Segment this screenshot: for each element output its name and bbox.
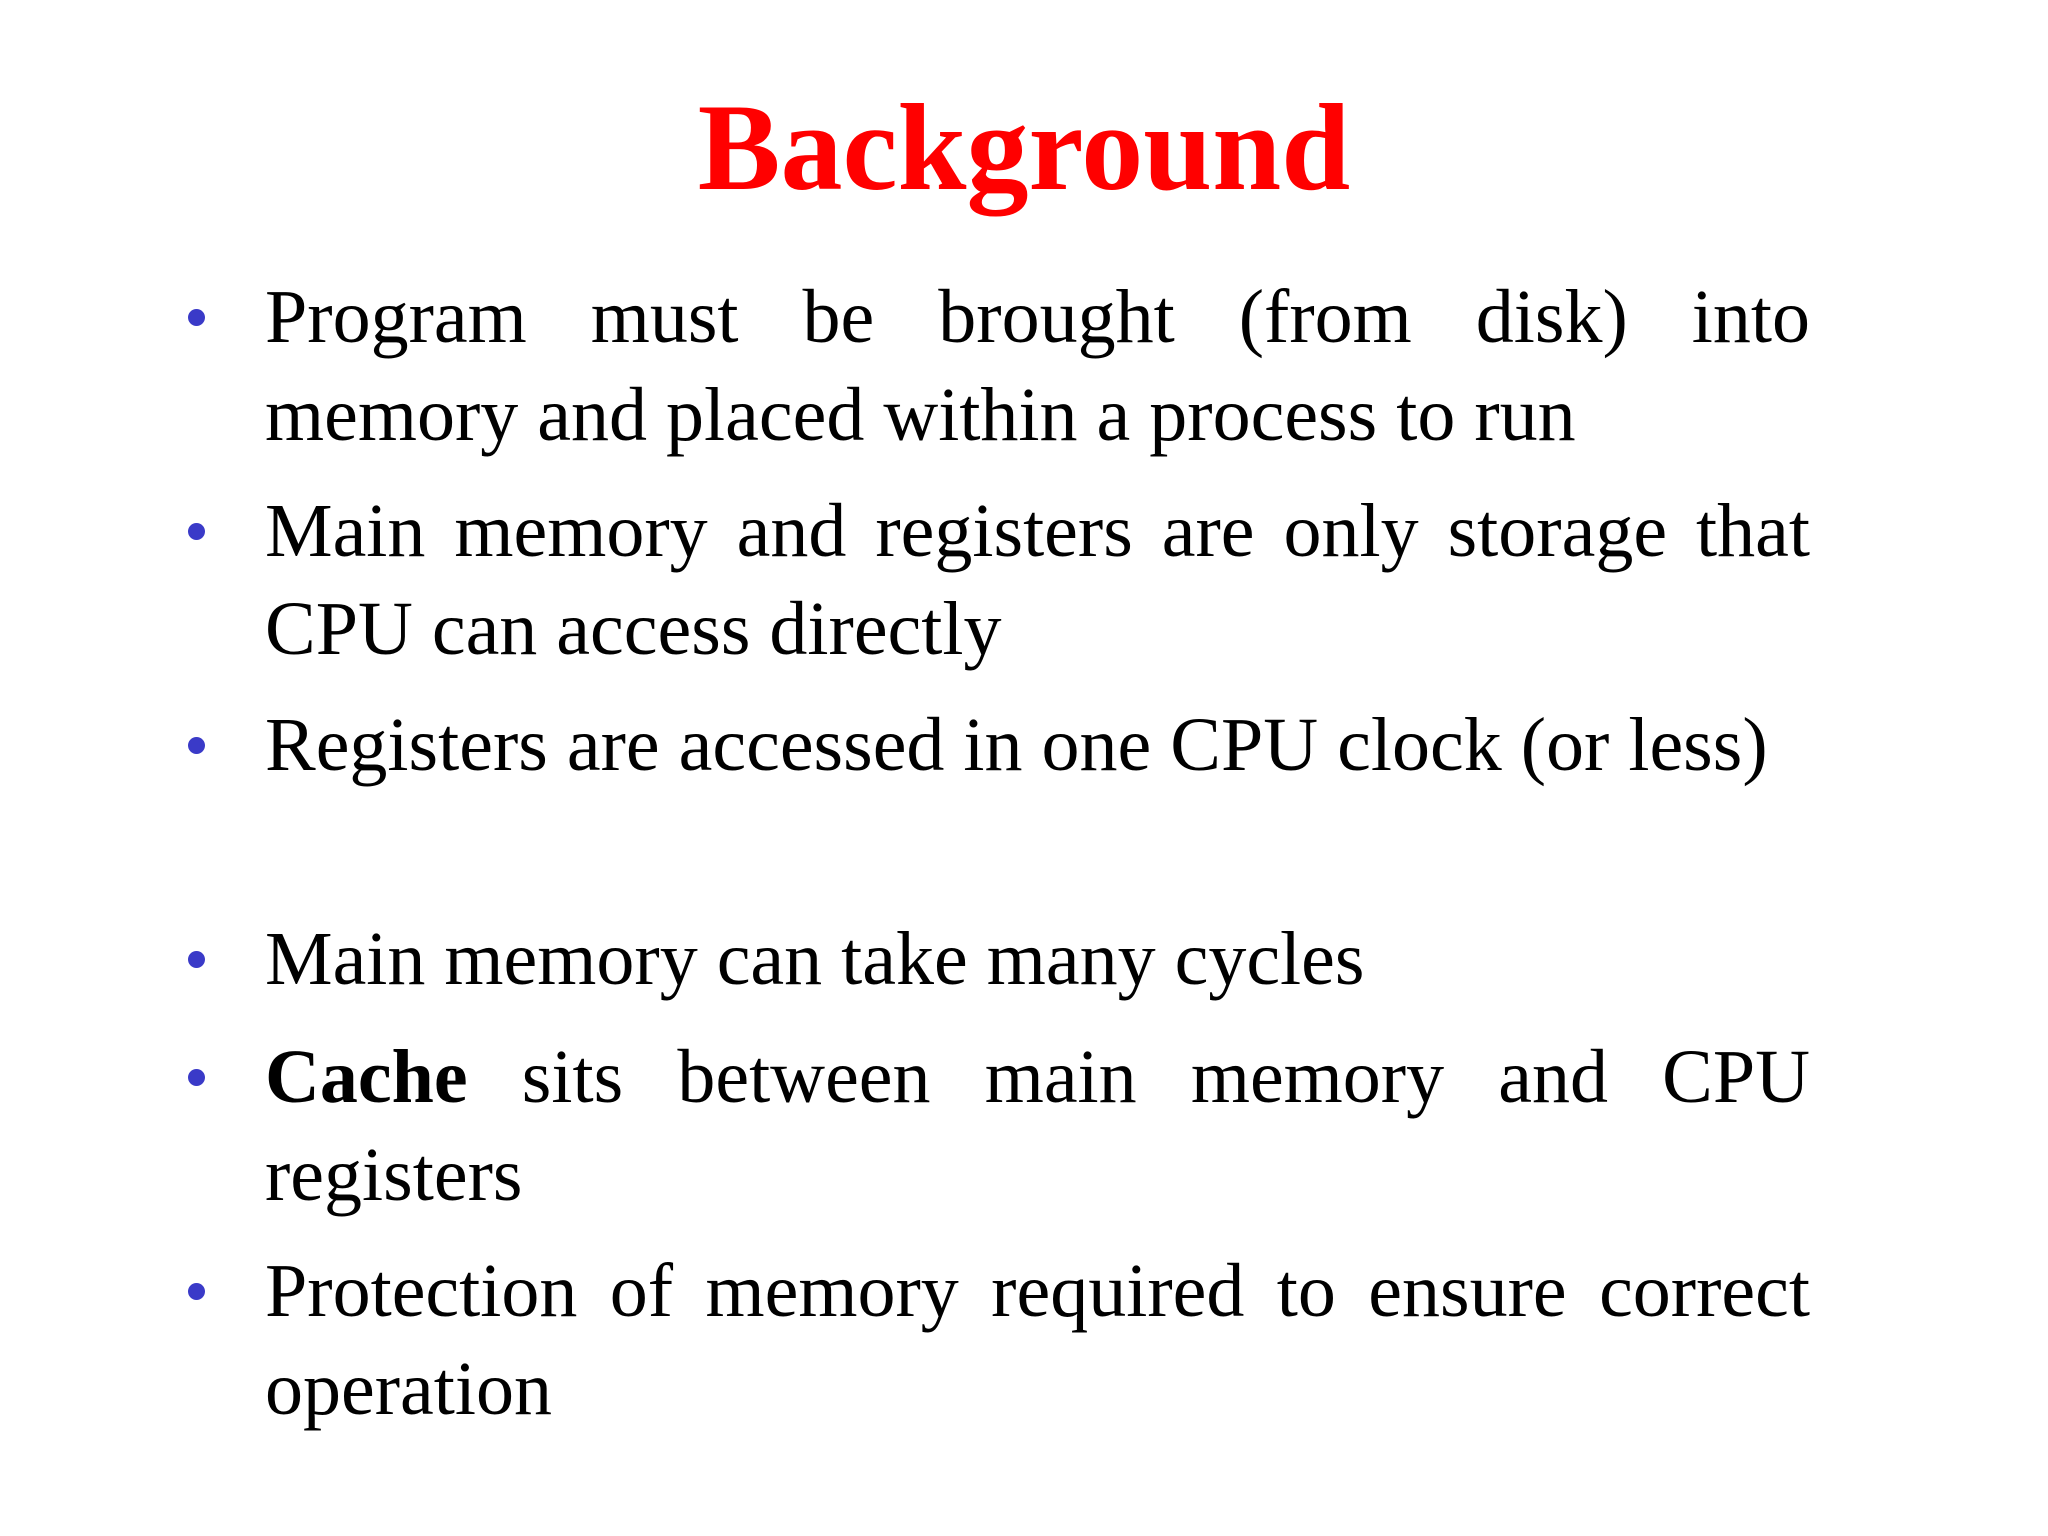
- slide-title: Background: [697, 79, 1351, 216]
- bullet-dot-icon: [188, 309, 205, 326]
- bullet-text: Registers are accessed in one CPU clock (or less): [265, 703, 1768, 787]
- bullet-text: Protection of memory required to ensure correct operation: [265, 1249, 1810, 1431]
- bullet-text-rest: sits between main memory and CPU registers: [265, 1035, 1810, 1217]
- bullet-text: Main memory can take many cycles: [265, 917, 1365, 1001]
- bullet-dot-icon: [188, 1069, 205, 1086]
- bullet-text: [265, 1028, 1810, 1224]
- bullet-dot-icon: [188, 523, 205, 540]
- bullet-dot-icon: [188, 1283, 205, 1300]
- bullet-text: Main memory and registers are only storage that CPU can access directly: [265, 489, 1810, 671]
- bullet-dot-icon: [188, 951, 205, 968]
- bullet-dot-icon: [188, 737, 205, 754]
- bullet-text: Program must be brought (from disk) into memory and placed within a process to run: [265, 275, 1810, 457]
- bullet-bold-term: Cache: [265, 1035, 468, 1119]
